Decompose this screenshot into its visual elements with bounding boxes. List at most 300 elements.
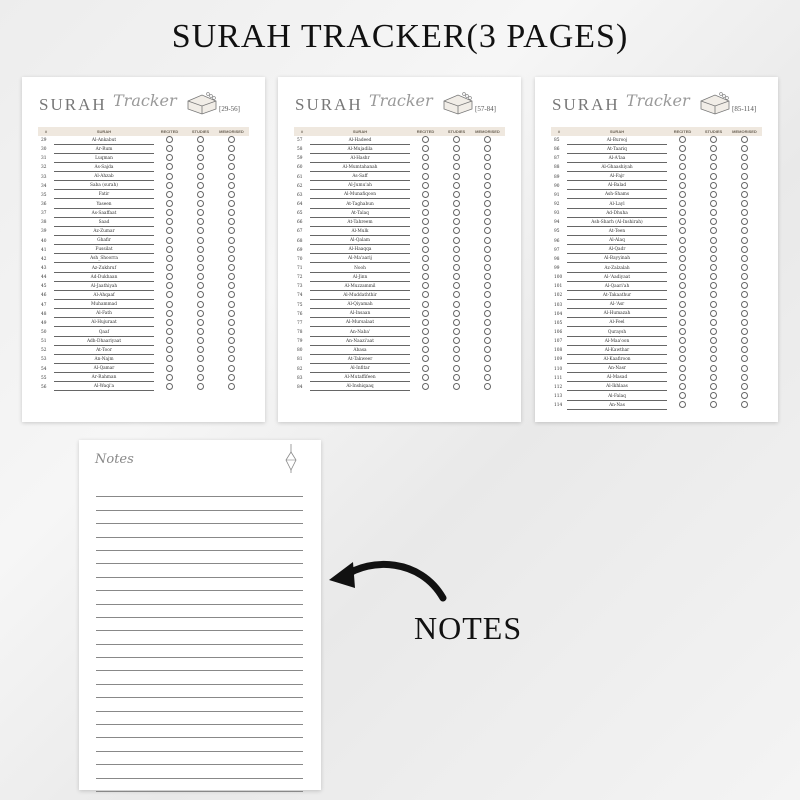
recited-checkbox[interactable]	[166, 301, 173, 308]
studies-checkbox[interactable]	[453, 209, 460, 216]
recited-checkbox[interactable]	[422, 337, 429, 344]
recited-checkbox[interactable]	[422, 374, 429, 381]
notes-line[interactable]	[96, 511, 303, 524]
studies-checkbox[interactable]	[197, 355, 204, 362]
studies-checkbox[interactable]	[453, 246, 460, 253]
recited-checkbox[interactable]	[166, 163, 173, 170]
recited-checkbox[interactable]	[166, 328, 173, 335]
studies-checkbox[interactable]	[453, 264, 460, 271]
studies-checkbox[interactable]	[453, 273, 460, 280]
studies-checkbox[interactable]	[197, 227, 204, 234]
memorised-checkbox[interactable]	[741, 273, 748, 280]
recited-checkbox[interactable]	[422, 346, 429, 353]
notes-line[interactable]	[96, 765, 303, 778]
recited-checkbox[interactable]	[166, 145, 173, 152]
studies-checkbox[interactable]	[710, 182, 717, 189]
notes-line[interactable]	[96, 524, 303, 537]
memorised-checkbox[interactable]	[228, 273, 235, 280]
recited-checkbox[interactable]	[422, 246, 429, 253]
notes-line[interactable]	[96, 685, 303, 698]
recited-checkbox[interactable]	[679, 374, 686, 381]
studies-checkbox[interactable]	[197, 154, 204, 161]
memorised-checkbox[interactable]	[228, 200, 235, 207]
studies-checkbox[interactable]	[710, 355, 717, 362]
studies-checkbox[interactable]	[710, 173, 717, 180]
notes-line[interactable]	[96, 618, 303, 631]
recited-checkbox[interactable]	[679, 136, 686, 143]
recited-checkbox[interactable]	[679, 319, 686, 326]
recited-checkbox[interactable]	[679, 173, 686, 180]
memorised-checkbox[interactable]	[741, 301, 748, 308]
table-row	[38, 136, 249, 145]
studies-checkbox[interactable]	[710, 191, 717, 198]
studies-checkbox[interactable]	[197, 182, 204, 189]
studies-checkbox[interactable]	[197, 209, 204, 216]
studies-checkbox[interactable]	[197, 346, 204, 353]
memorised-checkbox[interactable]	[741, 355, 748, 362]
recited-checkbox[interactable]	[679, 200, 686, 207]
notes-line[interactable]	[96, 551, 303, 564]
studies-checkbox[interactable]	[710, 154, 717, 161]
studies-checkbox-cell	[698, 319, 729, 328]
notes-line[interactable]	[96, 738, 303, 751]
studies-checkbox[interactable]	[453, 355, 460, 362]
memorised-checkbox[interactable]	[484, 163, 491, 170]
memorised-checkbox[interactable]	[741, 191, 748, 198]
notes-line[interactable]	[96, 591, 303, 604]
recited-checkbox[interactable]	[166, 182, 173, 189]
recited-checkbox[interactable]	[679, 154, 686, 161]
recited-checkbox[interactable]	[679, 392, 686, 399]
memorised-checkbox[interactable]	[741, 246, 748, 253]
notes-label: NOTES	[414, 610, 523, 646]
surah-name: Al-Qalam	[310, 237, 410, 245]
recited-checkbox[interactable]	[422, 319, 429, 326]
memorised-checkbox[interactable]	[741, 255, 748, 262]
studies-checkbox[interactable]	[710, 328, 717, 335]
memorised-checkbox[interactable]	[741, 173, 748, 180]
notes-line[interactable]	[96, 779, 303, 792]
recited-checkbox[interactable]	[679, 218, 686, 225]
studies-checkbox-cell	[441, 182, 472, 191]
recited-checkbox[interactable]	[679, 365, 686, 372]
recited-checkbox[interactable]	[422, 355, 429, 362]
studies-checkbox[interactable]	[710, 136, 717, 143]
memorised-checkbox[interactable]	[484, 191, 491, 198]
notes-line[interactable]	[96, 578, 303, 591]
notes-line[interactable]	[96, 484, 303, 497]
surah-number: 100	[554, 275, 563, 281]
recited-checkbox[interactable]	[166, 237, 173, 244]
studies-checkbox[interactable]	[710, 301, 717, 308]
memorised-checkbox[interactable]	[484, 154, 491, 161]
studies-checkbox[interactable]	[453, 191, 460, 198]
memorised-checkbox[interactable]	[228, 191, 235, 198]
memorised-checkbox[interactable]	[228, 383, 235, 390]
notes-line[interactable]	[96, 658, 303, 671]
studies-checkbox[interactable]	[197, 145, 204, 152]
recited-checkbox-cell	[667, 136, 698, 145]
memorised-checkbox[interactable]	[484, 310, 491, 317]
studies-checkbox[interactable]	[710, 246, 717, 253]
studies-checkbox[interactable]	[710, 383, 717, 390]
recited-checkbox[interactable]	[166, 383, 173, 390]
memorised-checkbox[interactable]	[484, 383, 491, 390]
studies-checkbox[interactable]	[453, 154, 460, 161]
recited-checkbox[interactable]	[166, 209, 173, 216]
studies-checkbox[interactable]	[453, 173, 460, 180]
memorised-checkbox[interactable]	[228, 145, 235, 152]
table-row	[294, 355, 505, 364]
memorised-checkbox[interactable]	[228, 182, 235, 189]
memorised-checkbox[interactable]	[484, 337, 491, 344]
memorised-checkbox[interactable]	[741, 337, 748, 344]
memorised-checkbox[interactable]	[228, 227, 235, 234]
memorised-checkbox[interactable]	[741, 145, 748, 152]
memorised-checkbox[interactable]	[484, 319, 491, 326]
memorised-checkbox[interactable]	[228, 319, 235, 326]
notes-line[interactable]	[96, 538, 303, 551]
studies-checkbox[interactable]	[197, 374, 204, 381]
memorised-checkbox[interactable]	[741, 392, 748, 399]
studies-checkbox[interactable]	[197, 328, 204, 335]
memorised-checkbox[interactable]	[741, 154, 748, 161]
studies-checkbox[interactable]	[453, 374, 460, 381]
studies-checkbox[interactable]	[453, 218, 460, 225]
memorised-checkbox[interactable]	[741, 365, 748, 372]
memorised-checkbox[interactable]	[741, 383, 748, 390]
memorised-checkbox[interactable]	[228, 301, 235, 308]
recited-checkbox[interactable]	[422, 200, 429, 207]
memorised-checkbox[interactable]	[484, 255, 491, 262]
memorised-checkbox[interactable]	[228, 154, 235, 161]
memorised-checkbox[interactable]	[484, 237, 491, 244]
memorised-checkbox[interactable]	[741, 264, 748, 271]
studies-checkbox[interactable]	[710, 200, 717, 207]
studies-checkbox[interactable]	[197, 191, 204, 198]
studies-checkbox[interactable]	[710, 401, 717, 408]
recited-checkbox[interactable]	[166, 154, 173, 161]
studies-checkbox[interactable]	[710, 237, 717, 244]
memorised-checkbox[interactable]	[484, 365, 491, 372]
recited-checkbox[interactable]	[422, 145, 429, 152]
recited-checkbox[interactable]	[166, 319, 173, 326]
memorised-checkbox[interactable]	[741, 346, 748, 353]
recited-checkbox[interactable]	[166, 264, 173, 271]
studies-checkbox[interactable]	[197, 200, 204, 207]
studies-checkbox[interactable]	[197, 301, 204, 308]
studies-checkbox[interactable]	[453, 136, 460, 143]
recited-checkbox[interactable]	[679, 282, 686, 289]
studies-checkbox[interactable]	[197, 264, 204, 271]
recited-checkbox-cell	[410, 273, 441, 282]
studies-checkbox[interactable]	[197, 255, 204, 262]
memorised-checkbox[interactable]	[484, 301, 491, 308]
recited-checkbox[interactable]	[679, 145, 686, 152]
studies-checkbox[interactable]	[710, 374, 717, 381]
studies-checkbox[interactable]	[710, 319, 717, 326]
recited-checkbox[interactable]	[422, 182, 429, 189]
memorised-checkbox[interactable]	[228, 246, 235, 253]
studies-checkbox-cell	[185, 173, 216, 182]
memorised-checkbox[interactable]	[228, 173, 235, 180]
recited-checkbox[interactable]	[422, 191, 429, 198]
recited-checkbox[interactable]	[166, 227, 173, 234]
studies-checkbox[interactable]	[710, 346, 717, 353]
studies-checkbox[interactable]	[453, 301, 460, 308]
studies-checkbox[interactable]	[710, 145, 717, 152]
recited-checkbox[interactable]	[422, 218, 429, 225]
memorised-checkbox[interactable]	[228, 163, 235, 170]
recited-checkbox[interactable]	[422, 273, 429, 280]
studies-checkbox[interactable]	[197, 246, 204, 253]
recited-checkbox[interactable]	[422, 255, 429, 262]
memorised-checkbox[interactable]	[741, 401, 748, 408]
studies-checkbox[interactable]	[453, 200, 460, 207]
studies-checkbox[interactable]	[453, 310, 460, 317]
memorised-checkbox[interactable]	[741, 163, 748, 170]
recited-checkbox[interactable]	[422, 328, 429, 335]
studies-checkbox[interactable]	[710, 218, 717, 225]
recited-checkbox[interactable]	[679, 264, 686, 271]
studies-checkbox[interactable]	[710, 227, 717, 234]
recited-checkbox[interactable]	[679, 301, 686, 308]
memorised-checkbox[interactable]	[484, 246, 491, 253]
studies-checkbox-cell	[441, 282, 472, 291]
recited-checkbox[interactable]	[422, 365, 429, 372]
recited-checkbox[interactable]	[679, 237, 686, 244]
recited-checkbox[interactable]	[679, 383, 686, 390]
memorised-checkbox[interactable]	[228, 291, 235, 298]
recited-checkbox[interactable]	[422, 264, 429, 271]
recited-checkbox[interactable]	[679, 337, 686, 344]
memorised-checkbox[interactable]	[484, 200, 491, 207]
studies-checkbox[interactable]	[710, 365, 717, 372]
studies-checkbox[interactable]	[197, 136, 204, 143]
surah-number: 69	[297, 247, 303, 253]
studies-checkbox[interactable]	[710, 310, 717, 317]
studies-checkbox-cell	[698, 264, 729, 273]
memorised-checkbox[interactable]	[228, 136, 235, 143]
recited-checkbox[interactable]	[166, 365, 173, 372]
memorised-checkbox[interactable]	[484, 291, 491, 298]
recited-checkbox[interactable]	[679, 291, 686, 298]
studies-checkbox[interactable]	[453, 282, 460, 289]
studies-checkbox[interactable]	[197, 273, 204, 280]
studies-checkbox[interactable]	[710, 264, 717, 271]
memorised-checkbox[interactable]	[741, 291, 748, 298]
studies-checkbox[interactable]	[197, 237, 204, 244]
notes-line[interactable]	[96, 725, 303, 738]
notes-line[interactable]	[96, 752, 303, 765]
memorised-checkbox[interactable]	[228, 365, 235, 372]
studies-checkbox[interactable]	[197, 337, 204, 344]
recited-checkbox[interactable]	[679, 209, 686, 216]
studies-checkbox[interactable]	[197, 173, 204, 180]
memorised-checkbox[interactable]	[741, 237, 748, 244]
memorised-checkbox[interactable]	[228, 328, 235, 335]
recited-checkbox[interactable]	[422, 227, 429, 234]
studies-checkbox[interactable]	[453, 365, 460, 372]
recited-checkbox[interactable]	[679, 355, 686, 362]
notes-line[interactable]	[96, 712, 303, 725]
memorised-checkbox[interactable]	[484, 264, 491, 271]
memorised-checkbox[interactable]	[741, 282, 748, 289]
recited-checkbox[interactable]	[422, 136, 429, 143]
notes-line[interactable]	[96, 671, 303, 684]
memorised-checkbox[interactable]	[484, 182, 491, 189]
recited-checkbox[interactable]	[422, 291, 429, 298]
recited-checkbox[interactable]	[679, 273, 686, 280]
studies-checkbox[interactable]	[453, 145, 460, 152]
studies-checkbox[interactable]	[453, 182, 460, 189]
notes-line[interactable]	[96, 605, 303, 618]
memorised-checkbox[interactable]	[741, 182, 748, 189]
memorised-checkbox[interactable]	[228, 346, 235, 353]
recited-checkbox[interactable]	[422, 282, 429, 289]
notes-line[interactable]	[96, 631, 303, 644]
recited-checkbox[interactable]	[166, 246, 173, 253]
recited-checkbox[interactable]	[679, 163, 686, 170]
memorised-checkbox[interactable]	[484, 273, 491, 280]
recited-checkbox[interactable]	[679, 246, 686, 253]
recited-checkbox[interactable]	[166, 191, 173, 198]
studies-checkbox[interactable]	[453, 255, 460, 262]
recited-checkbox[interactable]	[166, 136, 173, 143]
recited-checkbox[interactable]	[422, 173, 429, 180]
recited-checkbox[interactable]	[422, 301, 429, 308]
memorised-checkbox[interactable]	[484, 173, 491, 180]
studies-checkbox[interactable]	[453, 319, 460, 326]
recited-checkbox[interactable]	[166, 291, 173, 298]
studies-checkbox[interactable]	[710, 273, 717, 280]
table-row	[551, 191, 762, 200]
studies-checkbox[interactable]	[453, 163, 460, 170]
recited-checkbox[interactable]	[166, 255, 173, 262]
memorised-checkbox[interactable]	[228, 218, 235, 225]
recited-checkbox[interactable]	[679, 255, 686, 262]
memorised-checkbox[interactable]	[484, 346, 491, 353]
studies-checkbox[interactable]	[197, 319, 204, 326]
studies-checkbox[interactable]	[197, 365, 204, 372]
memorised-checkbox[interactable]	[741, 218, 748, 225]
studies-checkbox[interactable]	[197, 218, 204, 225]
recited-checkbox[interactable]	[166, 273, 173, 280]
recited-checkbox[interactable]	[679, 310, 686, 317]
notes-line[interactable]	[96, 564, 303, 577]
studies-checkbox[interactable]	[453, 383, 460, 390]
memorised-checkbox[interactable]	[484, 374, 491, 381]
memorised-checkbox[interactable]	[228, 355, 235, 362]
recited-checkbox[interactable]	[679, 227, 686, 234]
memorised-checkbox[interactable]	[484, 218, 491, 225]
recited-checkbox[interactable]	[679, 401, 686, 408]
recited-checkbox[interactable]	[166, 282, 173, 289]
recited-checkbox[interactable]	[166, 337, 173, 344]
memorised-checkbox[interactable]	[484, 227, 491, 234]
recited-checkbox[interactable]	[679, 328, 686, 335]
studies-checkbox[interactable]	[710, 209, 717, 216]
memorised-checkbox[interactable]	[484, 282, 491, 289]
studies-checkbox[interactable]	[453, 346, 460, 353]
memorised-checkbox[interactable]	[741, 200, 748, 207]
memorised-checkbox[interactable]	[484, 328, 491, 335]
memorised-checkbox[interactable]	[228, 237, 235, 244]
memorised-checkbox[interactable]	[228, 374, 235, 381]
memorised-checkbox-cell	[216, 365, 247, 374]
table-row	[294, 310, 505, 319]
memorised-checkbox[interactable]	[741, 310, 748, 317]
recited-checkbox[interactable]	[422, 310, 429, 317]
recited-checkbox[interactable]	[679, 346, 686, 353]
recited-checkbox[interactable]	[166, 346, 173, 353]
studies-checkbox[interactable]	[710, 337, 717, 344]
memorised-checkbox[interactable]	[228, 264, 235, 271]
memorised-checkbox[interactable]	[484, 355, 491, 362]
memorised-checkbox[interactable]	[741, 374, 748, 381]
recited-checkbox[interactable]	[422, 154, 429, 161]
studies-checkbox[interactable]	[710, 282, 717, 289]
studies-checkbox[interactable]	[197, 282, 204, 289]
memorised-checkbox[interactable]	[741, 136, 748, 143]
memorised-checkbox[interactable]	[484, 145, 491, 152]
memorised-checkbox[interactable]	[741, 209, 748, 216]
studies-checkbox[interactable]	[710, 392, 717, 399]
memorised-checkbox[interactable]	[484, 136, 491, 143]
memorised-checkbox[interactable]	[484, 209, 491, 216]
recited-checkbox[interactable]	[679, 191, 686, 198]
recited-checkbox[interactable]	[166, 218, 173, 225]
studies-checkbox[interactable]	[710, 255, 717, 262]
notes-line[interactable]	[96, 645, 303, 658]
memorised-checkbox[interactable]	[228, 255, 235, 262]
studies-checkbox[interactable]	[197, 310, 204, 317]
recited-checkbox[interactable]	[422, 383, 429, 390]
studies-checkbox[interactable]	[453, 227, 460, 234]
studies-checkbox[interactable]	[453, 291, 460, 298]
studies-checkbox[interactable]	[197, 163, 204, 170]
recited-checkbox[interactable]	[679, 182, 686, 189]
memorised-checkbox[interactable]	[741, 319, 748, 326]
memorised-checkbox[interactable]	[228, 337, 235, 344]
notes-line[interactable]	[96, 698, 303, 711]
memorised-checkbox[interactable]	[228, 310, 235, 317]
recited-checkbox[interactable]	[422, 209, 429, 216]
memorised-checkbox[interactable]	[741, 328, 748, 335]
recited-checkbox-cell	[154, 310, 185, 319]
recited-checkbox[interactable]	[166, 374, 173, 381]
recited-checkbox[interactable]	[422, 237, 429, 244]
studies-checkbox[interactable]	[710, 163, 717, 170]
notes-line[interactable]	[96, 497, 303, 510]
memorised-checkbox[interactable]	[228, 282, 235, 289]
studies-checkbox-cell	[185, 365, 216, 374]
recited-checkbox[interactable]	[166, 310, 173, 317]
surah-name: Al-Ahzab	[54, 173, 154, 181]
recited-checkbox[interactable]	[166, 173, 173, 180]
studies-checkbox[interactable]	[197, 291, 204, 298]
studies-checkbox[interactable]	[197, 383, 204, 390]
recited-checkbox[interactable]	[166, 200, 173, 207]
recited-checkbox[interactable]	[422, 163, 429, 170]
studies-checkbox[interactable]	[453, 337, 460, 344]
memorised-checkbox[interactable]	[228, 209, 235, 216]
studies-checkbox[interactable]	[710, 291, 717, 298]
studies-checkbox[interactable]	[453, 237, 460, 244]
memorised-checkbox[interactable]	[741, 227, 748, 234]
studies-checkbox[interactable]	[453, 328, 460, 335]
recited-checkbox[interactable]	[166, 355, 173, 362]
